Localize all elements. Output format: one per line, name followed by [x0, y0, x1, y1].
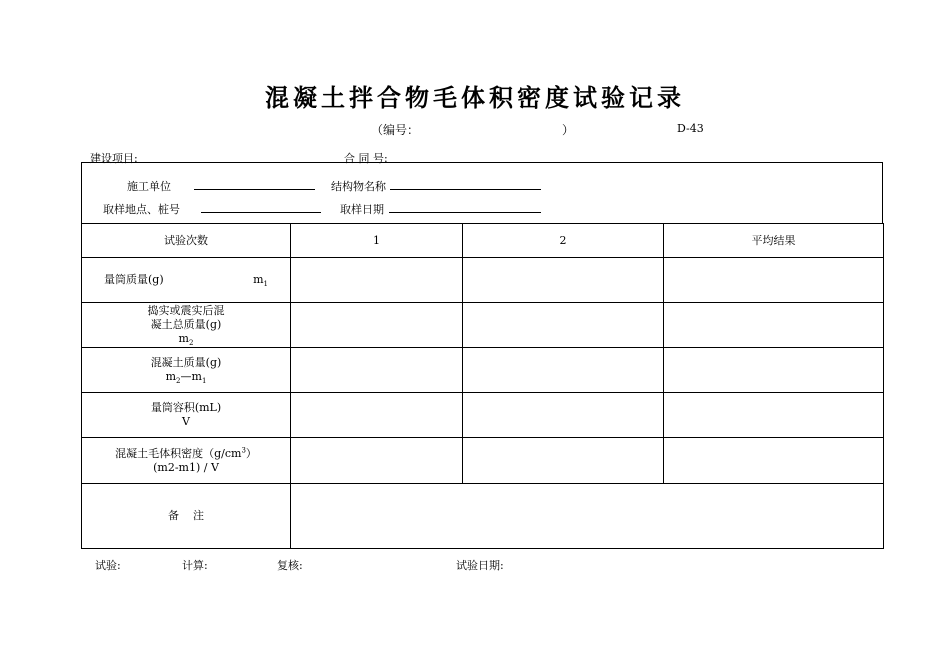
header-test-count: 试验次数 — [82, 224, 291, 258]
header-trial-1: 1 — [291, 224, 463, 258]
table-row — [82, 393, 884, 438]
row-label-concrete-mass: 混凝土质量(g) $m_2—m_1$ — [82, 348, 291, 393]
cell-trial-1[interactable] — [291, 258, 463, 303]
cell-average[interactable] — [664, 393, 884, 438]
table-header-row — [82, 224, 884, 258]
structure-field[interactable] — [390, 189, 541, 190]
table-row-remarks — [82, 484, 884, 549]
cell-trial-2[interactable] — [463, 348, 664, 393]
cell-trial-2[interactable] — [463, 303, 664, 348]
cell-trial-2[interactable] — [463, 393, 664, 438]
row-label-total-mass: 捣实或震实后混 凝土总质量(g) $m_2$ — [82, 303, 291, 348]
row-label-bulk-density: 混凝土毛体积密度$(g/cm^3)$ (m2-m1) / V — [82, 438, 291, 484]
header-average: 平均结果 — [664, 224, 884, 258]
cell-trial-1[interactable] — [291, 438, 463, 484]
cell-trial-1[interactable] — [291, 348, 463, 393]
location-field[interactable] — [201, 212, 321, 213]
row-label-cylinder-volume: 量筒容积(mL) V — [82, 393, 291, 438]
row-label-cylinder-mass: 量筒质量(g) $m_1$ — [82, 258, 291, 303]
location-label: 取样地点、桩号 — [103, 203, 180, 216]
unit-field[interactable] — [194, 189, 315, 190]
unit-label: 施工单位 — [127, 180, 171, 193]
cell-trial-1[interactable] — [291, 303, 463, 348]
footer-calc: 计算: — [182, 559, 208, 572]
cell-average[interactable] — [664, 258, 884, 303]
record-table — [81, 223, 884, 549]
number-label-open: （编号： — [371, 123, 420, 137]
table-row — [82, 258, 884, 303]
cell-trial-2[interactable] — [463, 258, 664, 303]
contract-label: 合 同 号: — [344, 152, 388, 165]
date-label: 取样日期 — [340, 203, 384, 216]
table-row — [82, 303, 884, 348]
cell-trial-1[interactable] — [291, 393, 463, 438]
header-trial-2: 2 — [463, 224, 664, 258]
remark-cell[interactable] — [291, 484, 884, 549]
date-field[interactable] — [389, 212, 541, 213]
table-row — [82, 348, 884, 393]
footer-test: 试验: — [95, 559, 121, 572]
structure-label: 结构物名称 — [331, 180, 386, 193]
cell-average[interactable] — [664, 348, 884, 393]
info-box — [81, 162, 883, 224]
footer-test-date: 试验日期: — [456, 559, 504, 572]
project-label: 建设项目: — [90, 152, 138, 165]
form-code: D-43 — [677, 122, 704, 135]
cell-trial-2[interactable] — [463, 438, 664, 484]
page-title: 混凝土拌合物毛体积密度试验记录 — [265, 84, 685, 112]
cell-average[interactable] — [664, 303, 884, 348]
footer-review: 复核: — [277, 559, 303, 572]
table-row — [82, 438, 884, 484]
number-label-close: ） — [562, 123, 575, 137]
remark-label: 备 注 — [82, 484, 291, 549]
cell-average[interactable] — [664, 438, 884, 484]
